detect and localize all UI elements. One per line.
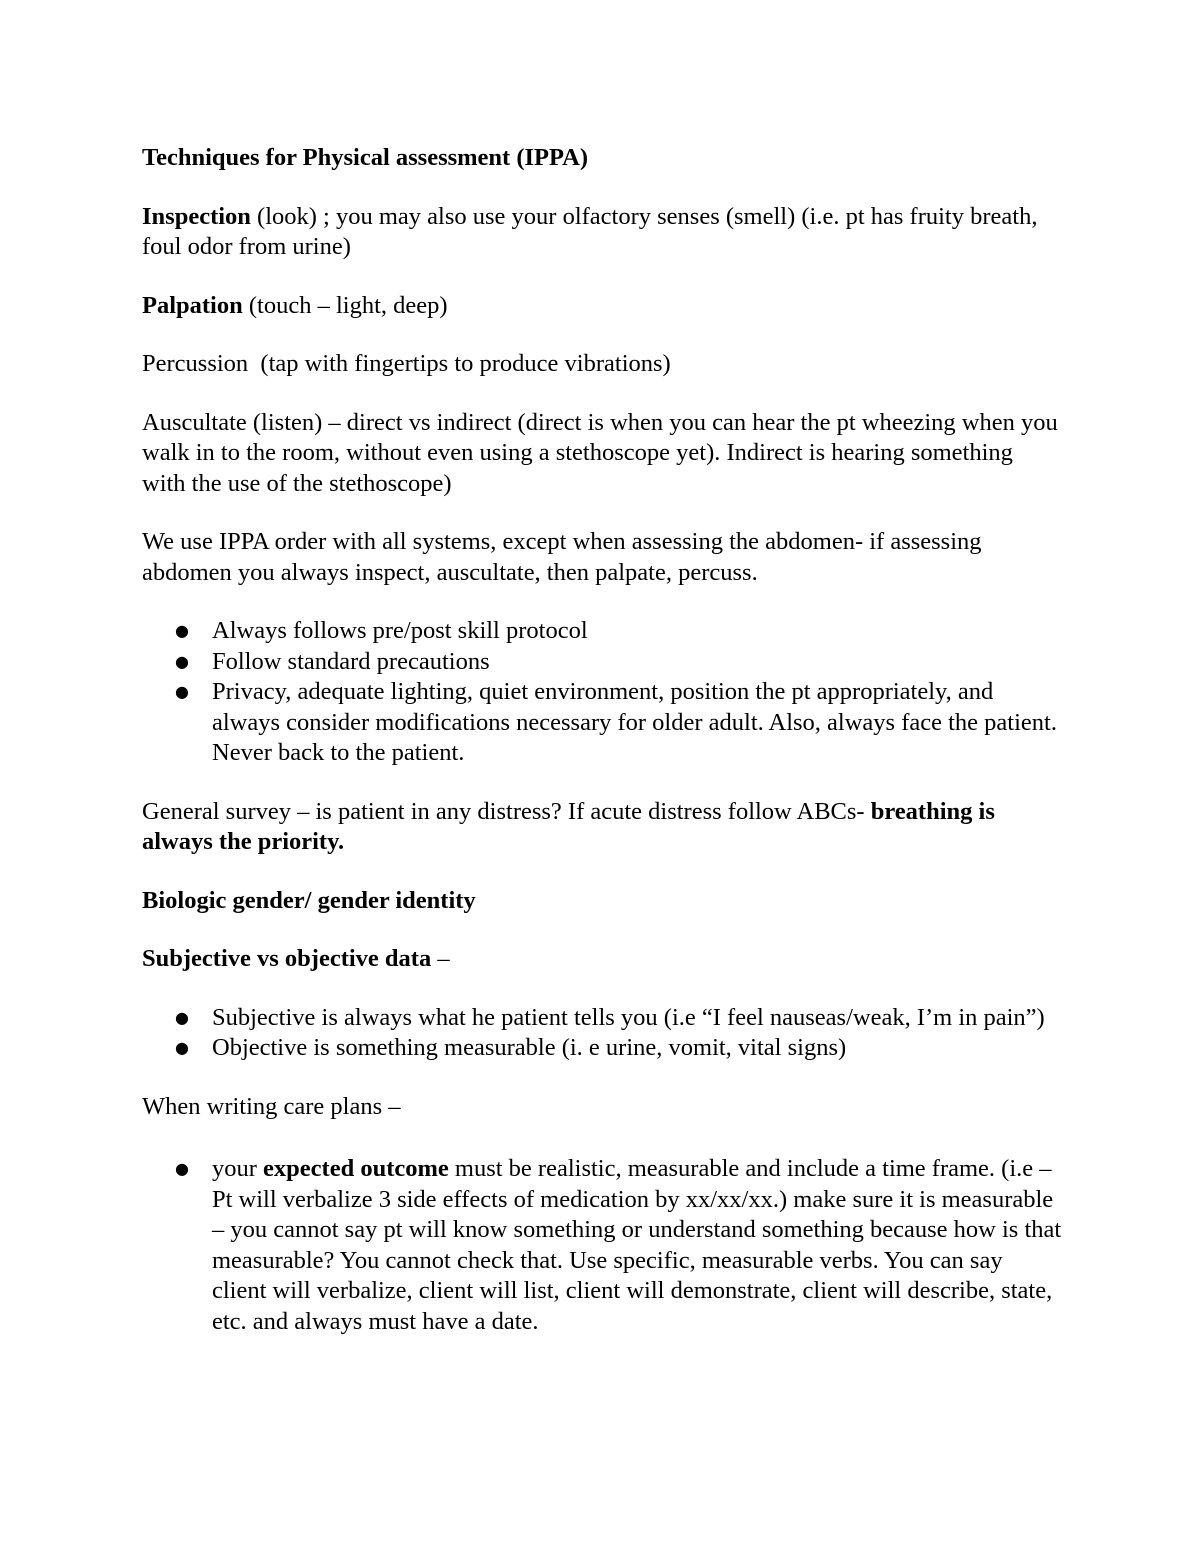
bullet-icon: ● <box>175 682 189 701</box>
percussion-paragraph: Percussion (tap with fingertips to produce vibrations) <box>142 350 671 377</box>
ippa-order-paragraph: We use IPPA order with all systems, except when assessing the abdomen- if assessing abdomen you always inspect, auscultate, then palpate, percuss. <box>142 528 982 586</box>
list-item: ● Privacy, adequate lighting, quiet environment, position the pt appropriately, and always consider modifications necessary for older adult. Also, always face the patient. Never back to the patient. <box>175 678 1057 766</box>
care-plans-list <box>142 1154 1062 1337</box>
bullet-icon: ● <box>175 651 189 671</box>
inspection-paragraph <box>142 202 1062 263</box>
inspection-text: (look) ; you may also use your olfactory senses (smell) (i.e. pt has fruity breath, foul odor from urine) <box>142 202 1038 260</box>
list-item: ● your expected outcome must be realistic, measurable and include a time frame. (i.e – Pt will verbalize 3 side effects of medication by xx/xx/xx.) make sure it is measurable – you cannot say pt will know something or understand something because how is that measurable? You cannot check that. Use specific, measurable verbs. You can say client will verbalize, client will list, client will demonstrate, client will describe, state, etc. and always must have a date. <box>175 1155 1062 1335</box>
document-body <box>142 143 1062 1365</box>
list-item: ● Objective is something measurable (i. e urine, vomit, vital signs) <box>142 1033 1062 1064</box>
bullet-icon: ● <box>175 1159 189 1178</box>
general-survey-paragraph: General survey – is patient in any distress? If acute distress follow ABCs- breathing is always the priority. <box>142 797 995 855</box>
list-item: ● Always follows pre/post skill protocol <box>142 616 1062 647</box>
expected-outcome-term: expected outcome <box>263 1155 449 1182</box>
palpation-paragraph <box>142 291 1062 322</box>
subjective-objective-list <box>142 1003 1062 1064</box>
care-plans-heading: When writing care plans – <box>142 1092 401 1120</box>
list-item: ● Follow standard precautions <box>142 647 1062 678</box>
palpation-term: Palpation <box>142 291 243 319</box>
bullet-icon: ● <box>175 1007 189 1027</box>
protocol-list <box>142 616 1062 769</box>
bullet-icon: ● <box>175 1038 189 1057</box>
document-title: Techniques for Physical assessment (IPPA) <box>142 144 589 171</box>
bullet-icon: ● <box>175 621 189 640</box>
auscultate-paragraph: Auscultate (listen) – direct vs indirect (direct is when you can hear the pt wheezing when you walk in to the room, without even using a stethoscope yet). Indirect is hearing something with the use of the stethoscope) <box>142 408 1058 497</box>
gender-heading: Biologic gender/ gender identity <box>142 886 476 914</box>
general-survey-emphasis: breathing is always the priority. <box>142 797 995 855</box>
subjective-objective-heading: Subjective vs objective data – <box>142 945 450 972</box>
palpation-text: (touch – light, deep) <box>242 291 448 319</box>
inspection-term: Inspection <box>142 202 251 230</box>
list-item: ● Subjective is always what he patient tells you (i.e “I feel nauseas/weak, I’m in pain”) <box>142 1003 1062 1034</box>
